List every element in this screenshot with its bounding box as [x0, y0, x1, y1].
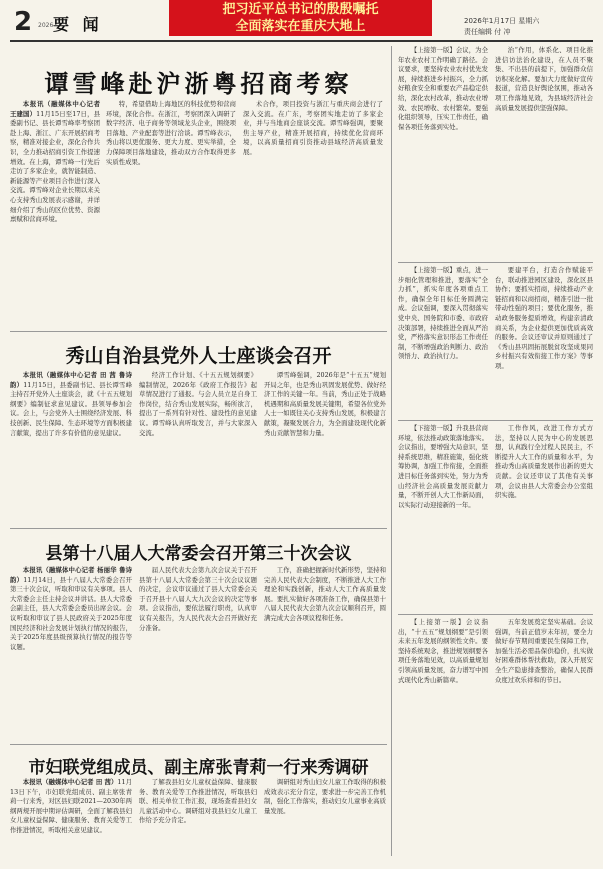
article-1-byline: 本报讯（融媒体中心记者 王建国）: [10, 100, 100, 118]
article-3-text-3: 工作，准确把握新时代新形势，坚持和完善人民代表大会制度，不断推进人大工作理论和实践创新，推动人大工作高质量发展。要扎实做好各项准备工作，确保县第十八届人民代表大会第九次会议顺利召开，圆满完成大会各项议程和任务。: [264, 566, 386, 622]
right-divider-3: [398, 614, 593, 615]
article-2-column-1: [10, 371, 132, 523]
article-2-byline: 本报讯（融媒体中心记者 田 茜 鲁诗韵）: [10, 371, 132, 389]
article-4-column-5: [495, 618, 593, 860]
article-3-column-5: [495, 424, 593, 610]
slogan-banner: [169, 0, 432, 36]
article-2-column-5: [495, 266, 593, 416]
right-divider-2: [398, 420, 593, 421]
article-3-text-5: 工作作风，改进工作方式方法，坚持以人民为中心的发展思想，认真践行全过程人民民主，不断提升人大工作的质量和水平，为推动秀山高质量发展作出新的更大贡献。会议还审议了其他有关事项，会议由县人大常委会办公室组织实施。: [495, 424, 593, 500]
article-1-column-4: [398, 46, 488, 258]
article-1-text-1: 11月15日至17日，县委副书记、县长谭雪峰率考察团赴上海、浙江、广东开展招商考察，精准对接企业，深化合作共识，全力推动招商引资工作提速增效。在上海，谭雪峰一行先后走访了多家企业，就智能制造、新能源等产业项目合作进行深入交流。谭雪峰对企业长期以来关心支持秀山发展表示感谢，并详细介绍了秀山的区位优势、资源禀赋和营商环境。: [10, 109, 100, 224]
article-3-column-4: [398, 424, 488, 610]
article-4-column-3: [264, 778, 386, 860]
slogan-line-1: 把习近平总书记的殷殷嘱托: [222, 2, 379, 17]
article-divider-2: [10, 528, 387, 529]
section-title: 要 闻: [53, 15, 103, 34]
right-divider-1: [398, 262, 593, 263]
article-2-text-4: 【上接第一版】重点，进一步细化管理和推进，要落实“全力抓”，抓实年度各项重点工作，确保全年目标任务圆满完成。会议强调，要深入贯彻落实党中央、国务院和市委、市政府决策部署，持续推进全面从严治党，严格落实意识形态工作责任制，不断增强政治判断力、政治领悟力、政治执行力。: [398, 266, 488, 361]
article-2-text-5: 要建平台，打造合作赋能平台，联动推进园区建设，深化区县协作；要抓实招商，持续推动产业链招商和以商招商，精准引进一批带动性强的项目；要优化服务，推动政务服务提质增效，构建亲清政商关系，为企业提供更加优质高效的服务。会议还审议并原则通过了《秀山县巩固拓展脱贫攻坚成果同乡村振兴有效衔接工作方案》等事项。: [495, 266, 593, 370]
article-4-column-1: [10, 778, 132, 860]
article-1-headline: 谭雪峰赴沪浙粤招商考察: [44, 69, 353, 98]
article-4-headline: 市妇联党组成员、副主席张青莉一行来秀调研: [28, 758, 369, 778]
article-3-text-4: 【下接第一版】升我县营商环境，依法推动政策落地落实。会议指出，要增强大局意识，坚持系统思维，精准施策，强化统筹协调，加强工作衔接，全面推进目标任务落到实处，努力为秀山经济社会高质量发展贡献力量，不断开创人大工作新局面，以实际行动迎接新的一年。: [398, 424, 488, 509]
article-divider-3: [10, 744, 387, 745]
article-2-column-2: [139, 371, 257, 523]
article-1-text-2: 特，希望借助上海地区的科技优势和营商环境，深化合作。在浙江，考察团深入调研了数字经济、电子商务等领域龙头企业，围绕项目落地、产业配套等进行洽谈。谭雪峰表示，秀山将以更优服务、更大力度、更实举措，全力保障项目落地建设，推动双方合作取得更多实质性成果。: [106, 100, 236, 166]
article-2-headline: 秀山自治县党外人士座谈会召开: [65, 345, 332, 367]
article-2-text-2: 经济工作计划、《十五五规划纲要》编制情况，2026年《政府工作报告》起草情况进行了通报。与会人员立足自身工作岗位，结合秀山发展实际，畅所欲言，提出了一系列有针对性、建设性的意见建议。谭雪峰认真听取发言，并与大家深入交流。: [139, 371, 257, 437]
page-number-sub: 2026: [38, 22, 54, 29]
article-4-text-5: 五年发展奠定坚实基础。会议强调，当前正值岁末年初，要全力做好春节期间重要民生保障工作，加强生活必需品保供稳价，扎实做好困难群体帮扶救助，深入开展安全生产隐患排查整治，确保人民群众度过欢乐祥和的节日。: [495, 618, 593, 684]
article-1-column-3: [243, 100, 383, 328]
article-3-headline: 县第十八届人大常委会召开第三十次会议: [45, 544, 352, 564]
article-1-text-3: 术合作，项目投资与浙江与重庆商会进行了深入交流。在广东，考察团实地走访了多家企业，并与当地商会座谈交流。谭雪峰强调，要聚焦主导产业，精准开展招商，持续优化营商环境，以高质量招商引资推动县域经济高质量发展。: [243, 100, 383, 156]
article-2-text-1: 11月15日，县委副书记、县长谭雪峰主持召开党外人士座谈会，就《十五五规划纲要》编制征求意见建议。县领导参加会议。会上，与会党外人士围绕经济发展、科技创新、民生保障、生态环境等方面积极建言献策，提出了许多有价值的意见建议。: [10, 380, 132, 437]
article-4-text-3: 调研组对秀山妇女儿童工作取得的积极成效表示充分肯定，要求进一步完善工作机制，强化工作落实，推动妇女儿童事业高质量发展。: [264, 778, 386, 815]
slogan-line-2: 全面落实在重庆大地上: [235, 19, 366, 34]
article-4-byline: 本报讯（融媒体中心记者 田 茜）: [22, 778, 118, 786]
article-3-column-3: [264, 566, 386, 738]
article-3-column-1: [10, 566, 132, 738]
article-4-column-4: [398, 618, 488, 860]
article-1-text-4: 【上接第一版】会议，为全年农业农村工作明确了路径。会议要求，要坚持农业农村优先发展，持续推进乡村振兴，全力抓好粮食安全和重要农产品稳定供给，深化农村改革，推动农业增效、农民增收、农村繁荣。要强化组织领导，压实工作责任，确保各项任务落到实处。: [398, 46, 488, 131]
responsible-editor: 责任编辑 付 冲: [464, 28, 511, 36]
article-2-column-3: [264, 371, 386, 523]
right-column-divider: [391, 46, 392, 856]
article-1-column-2: [106, 100, 236, 328]
page-header: [0, 0, 603, 40]
page-number: 2: [14, 7, 33, 37]
article-1-column-5: [495, 46, 593, 258]
article-1-column-1: [10, 100, 100, 328]
article-4-text-1: 11月13日下午，市妇联党组成员、副主席张青莉一行来秀，对区县妇联2021—2030年两纲两规开展中期评估调研，全面了解我县妇女儿童权益保障、健康服务、教育关爱等工作推进情况，听取相关意见建议。: [10, 778, 132, 834]
article-3-text-1: 11月14日，县十八届人大常委会召开第三十次会议，听取和审议有关事项。县人大常委会主任主持会议并讲话。县人大常委会副主任，县人大常委会委员出席会议。会议听取和审议了县人民政府关于2025年度国民经济和社会发展计划执行情况的报告，关于2025年度县级预算执行情况的报告等议题。: [10, 575, 132, 651]
article-divider-1: [10, 331, 387, 332]
article-3-byline: 本报讯（融媒体中心记者 杨丽华 鲁诗韵）: [10, 566, 132, 584]
article-2-column-4: [398, 266, 488, 416]
article-2-text-3: 谭雪峰强调，2026年是“十五五”规划开局之年，也是秀山巩固发展优势、做好经济工作的关键一年。当前，秀山正处于战略机遇期和高质量发展关键期，希望各位党外人士一如既往关心支持秀山发展，积极建言献策，凝聚发展合力，为全面建设现代化新秀山贡献智慧和力量。: [264, 371, 386, 437]
article-1-text-5: 治“作用，体系化、项目化推进信访法治化建设，在人员不聚集、不出县的前提下，加强群众信访积案化解。要加大力度做好宣传报道，营造良好舆论氛围，推动各项工作落地见效，为县域经济社会高质量发展提供坚强保障。: [495, 46, 593, 112]
article-4-text-4: 【上接第一版】会议指出，“十五五”规划纲要”是引领未来五年发展的纲领性文件。要坚持系统观念，推进规划纲要各项任务落地见效，以高质量规划引领高质量发展，奋力谱写中国式现代化秀山新篇章。: [398, 618, 488, 684]
article-3-text-2: 届人民代表大会第九次会议关于召开县第十八届人大常委会第三十次会议议题的决定，会议审议通过了县人大常委会关于召开县十八届人大九次会议的决定等事项。会议指出，要依法履行职责，认真审议有关报告，为人民代表大会召开做好充分准备。: [139, 566, 257, 632]
article-3-column-2: [139, 566, 257, 738]
article-4-column-2: [139, 778, 257, 860]
article-4-text-2: 了解我县妇女儿童权益保障、健康服务、教育关爱等工作推进情况，听取县妇联、相关单位工作汇报，现场查看县妇女儿童活动中心。调研组对我县妇女儿童工作给予充分肯定。: [139, 778, 257, 825]
header-divider: [10, 40, 593, 42]
issue-date: 2026年1月17日 星期六: [464, 17, 540, 25]
